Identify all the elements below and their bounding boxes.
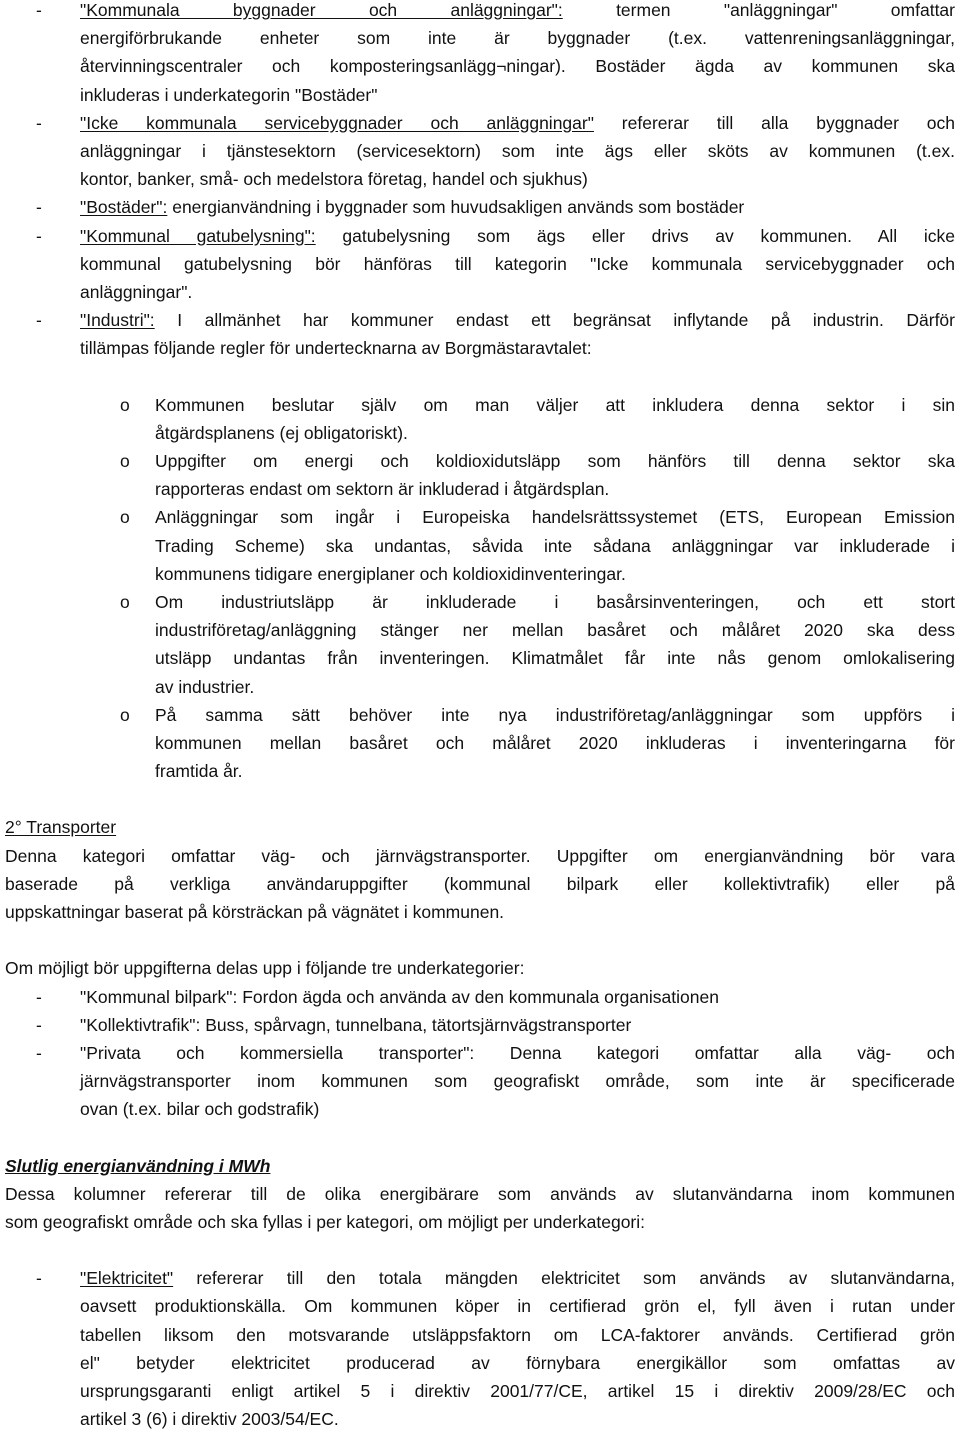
rule-item: o Om industriutsläpp är inkluderade i basårsinventeringen, och ett stort industriföretag/anläggning stänger ner mellan basåret och målåret 2020 ska dess utsläpp undantas från inventeringen. Klimatmålet får inte nås genom omlokalisering av industrier. (0, 588, 960, 701)
list-item: - "Industri": I allmänhet har kommuner endast ett begränsat inflytande på industrin. Därför tillämpas följande regler för undertecknarna av Borgmästaravtalet: (0, 306, 960, 362)
dash-marker: - (36, 112, 42, 133)
dash-marker: - (36, 1042, 42, 1063)
list-item: - "Privata och kommersiella transporter": Denna kategori omfattar alla väg- och järnvägstransporter inom kommunen som geografiskt område, som inte är specificerade ovan (t.ex. bilar och godstrafik) (0, 1039, 960, 1124)
bullet-marker: o (120, 592, 130, 613)
dash-marker: - (36, 1014, 42, 1035)
term-icke-kommunala: "Icke kommunala servicebyggnader och anläggningar" (80, 112, 594, 133)
list-item: - "Bostäder": energianvändning i byggnader som huvudsakligen används som bostäder (0, 193, 960, 221)
section-heading-transporter: 2° Transporter (5, 817, 117, 838)
bullet-marker: o (120, 394, 130, 415)
list-item: - "Elektricitet" refererar till den totala mängden elektricitet som används av slutanvändarna, oavsett produktionskälla. Om kommunen köper in certifierad grön el, fyll även i rutan under tabellen liksom den motsvarande utsläppsfaktorn om LCA-faktorer används. Certifierad grön el" betyder elektricitet producerad av förnybara energikällor som omfattas av ursprungsgaranti enligt artikel 5 i direktiv 2001/77/CE, artikel 15 i direktiv 2009/28/EC och artikel 3 (6) i direktiv 2003/54/EC. (0, 1264, 960, 1433)
list-item: - "Kommunala byggnader och anläggningar": termen "anläggningar" omfattar energiförbrukande enheter som inte är byggnader (t.ex. vattenreningsanläggningar, återvinningscentraler och komposteringsanlägg¬ningar). Bostäder ägda av kommunen ska inkluderas i underkategorin "Bostäder" (0, 0, 960, 109)
term-industri: "Industri": (80, 310, 155, 331)
dash-marker: - (36, 1268, 42, 1289)
rule-item: o På samma sätt behöver inte nya industriföretag/anläggningar som uppförs i kommunen mellan basåret och målåret 2020 inkluderas i inventeringarna för framtida år. (0, 701, 960, 786)
list-item: - "Kommunal gatubelysning": gatubelysning som ägs eller drivs av kommunen. All icke kommunal gatubelysning bör hänföras till kategorin "Icke kommunala servicebyggnader och anläggningar". (0, 222, 960, 307)
final-energy-paragraph: Dessa kolumner refererar till de olika energibärare som används av slutanvändarna inom kommunen som geografiskt område och ska fyllas i per kategori, om möjligt per underkategori: (5, 1183, 955, 1232)
dash-marker: - (36, 0, 42, 20)
list-item: - "Icke kommunala servicebyggnader och anläggningar" refererar till alla byggnader och anläggningar i tjänstesektorn (servicesektorn) som inte ägs eller sköts av kommunen (t.ex. kontor, banker, små- och medelstora företag, handel och sjukhus) (0, 109, 960, 194)
list-item: - "Kollektivtrafik": Buss, spårvagn, tunnelbana, tätortsjärnvägstransporter (0, 1011, 960, 1039)
term-gatubelysning: "Kommunal gatubelysning": (80, 225, 316, 246)
list-item: - "Kommunal bilpark": Fordon ägda och använda av den kommunala organisationen (0, 983, 960, 1011)
rule-item: o Anläggningar som ingår i Europeiska handelsrättssystemet (ETS, European Emission Trading Scheme) ska undantas, såvida inte sådana anläggningar var inkluderade i kommunens tidigare energiplaner och koldioxidinventeringar. (0, 503, 960, 588)
term-elektricitet: "Elektricitet" (80, 1268, 174, 1289)
dash-marker: - (36, 986, 42, 1007)
term-bostader: "Bostäder": (80, 197, 168, 218)
dash-marker: - (36, 310, 42, 331)
dash-marker: - (36, 225, 42, 246)
bullet-marker: o (120, 704, 130, 725)
term-kommunala-byggnader: "Kommunala byggnader och anläggningar": (80, 0, 563, 20)
transport-intro: Om möjligt bör uppgifterna delas upp i följande tre underkategorier: (5, 958, 525, 979)
rule-item: o Kommunen beslutar själv om man väljer att inkludera denna sektor i sin åtgärdsplanens (ej obligatoriskt). (0, 391, 960, 447)
bullet-marker: o (120, 507, 130, 528)
dash-marker: - (36, 197, 42, 218)
bullet-marker: o (120, 451, 130, 472)
rule-item: o Uppgifter om energi och koldioxidutsläpp som hänförs till denna sektor ska rapporteras endast om sektorn är inkluderad i åtgärdsplan. (0, 447, 960, 503)
section-heading-slutlig-energianvandning: Slutlig energianvändning i MWh (5, 1155, 271, 1176)
transport-paragraph: Denna kategori omfattar väg- och järnvägstransporter. Uppgifter om energianvändning bör vara baserade på verkliga användaruppgifter (kommunal bilpark eller kollektivtrafik) eller på uppskattningar baserat på körsträckan på vägnätet i kommunen. (5, 845, 955, 923)
